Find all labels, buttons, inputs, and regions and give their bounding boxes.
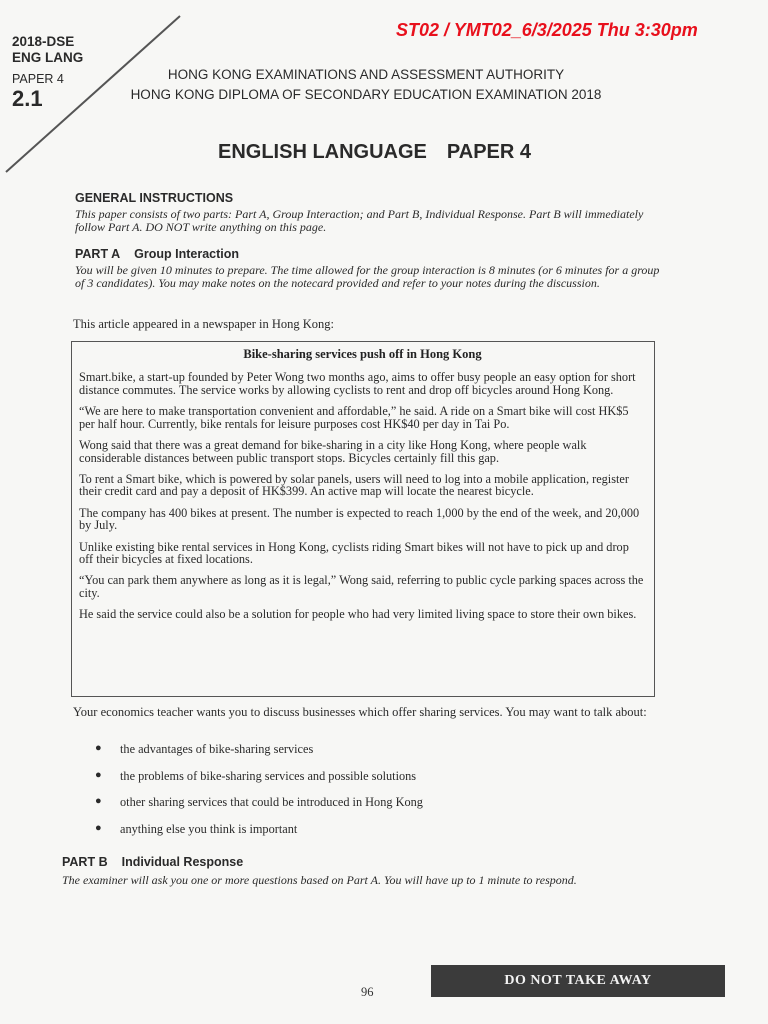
part-a-heading: [75, 247, 239, 261]
article-paragraph: Smart.bike, a start-up founded by Peter Wong two months ago, aims to offer busy people an easy option for short distance commutes. The service works by allowing cyclists to rent and drop off bicycles around Hong Kong.: [79, 370, 636, 397]
part-a-title: Group Interaction: [134, 247, 240, 261]
page-number: 96: [361, 985, 374, 999]
bullet-icon: ●: [95, 742, 102, 754]
paper-code: PAPER 4: [12, 72, 64, 86]
list-item: ● other sharing services that could be introduced in Hong Kong: [95, 795, 423, 809]
article-paragraph: He said the service could also be a solution for people who had very limited living space to store their own bikes.: [79, 607, 637, 622]
article-paragraph: “We are here to make transportation convenient and affordable,” he said. A ride on a Smart bike will cost HK$5 per half hour. Currently, bike rentals for leisure purposes cost HK$40 per day in Tai Po.: [79, 403, 629, 431]
article-paragraph: To rent a Smart bike, which is powered by solar panels, users will need to log into a mobile application, register their credit card and pay a deposit of HK$399. An active map will locate the nearest bicycle.: [79, 471, 629, 499]
authority-line-2: HONG KONG DIPLOMA OF SECONDARY EDUCATION EXAMINATION 2018: [130, 87, 602, 102]
bullet-icon: ●: [95, 795, 102, 807]
article-intro: This article appeared in a newspaper in Hong Kong:: [73, 317, 335, 331]
general-instructions-text: This paper consists of two parts: Part A, Group Interaction; and Part B, Individual Response. Part B will immediately follow Part A. DO NOT write anything on this page.: [75, 207, 644, 234]
exam-year: 2018-DSE: [12, 34, 75, 49]
part-a-instructions: You will be given 10 minutes to prepare. The time allowed for the group interaction is 8 minutes (or 6 minutes for a group of 3 candidates). You may make notes on the notecard provided and refer to your notes during the discussion.: [75, 263, 660, 290]
general-instructions-heading: GENERAL INSTRUCTIONS: [75, 191, 234, 205]
discussion-task: Your economics teacher wants you to discuss businesses which offer sharing services. You may want to talk about:: [73, 705, 647, 719]
part-a-label: PART A: [75, 247, 121, 261]
bullet-icon: ●: [95, 821, 102, 834]
do-not-take-away-banner: DO NOT TAKE AWAY: [431, 965, 725, 997]
title-paper: PAPER 4: [446, 141, 532, 163]
part-b-title: Individual Response: [121, 855, 244, 869]
list-item: ● the advantages of bike-sharing services: [95, 742, 314, 756]
part-b-label: PART B: [62, 855, 108, 869]
session-stamp: ST02 / YMT02_6/3/2025 Thu 3:30pm: [396, 20, 698, 40]
article-paragraph: The company has 400 bikes at present. The number is expected to reach 1,000 by the end of the week, and 20,000 by July.: [79, 505, 640, 533]
bullet-icon: ●: [95, 768, 102, 781]
part-b-heading: [62, 855, 243, 869]
part-b-instructions: The examiner will ask you one or more questions based on Part A. You will have up to 1 minute to respond.: [62, 873, 577, 887]
article-paragraph: Unlike existing bike rental services in Hong Kong, cyclists riding Smart bikes will not have to pick up and drop off their bicycles at fixed locations.: [79, 539, 629, 567]
article-box: [71, 341, 655, 697]
page-title: [218, 141, 531, 164]
paper-version: 2.1: [12, 86, 43, 111]
title-subject: ENGLISH LANGUAGE: [218, 141, 427, 163]
subject-code: ENG LANG: [12, 50, 84, 65]
article-title: Bike-sharing services push off in Hong Kong: [243, 347, 482, 361]
article-paragraph: Wong said that there was a great demand for bike-sharing in a city like Hong Kong, where people walk considerable distances between public transport stops. Bicycles certainly fill this gap.: [79, 437, 587, 465]
authority-line-1: HONG KONG EXAMINATIONS AND ASSESSMENT AUTHORITY: [167, 67, 565, 82]
discussion-points: [95, 742, 423, 848]
list-item: ● the problems of bike-sharing services and possible solutions: [95, 768, 417, 783]
list-item: ● anything else you think is important: [95, 821, 298, 836]
article-paragraph: “You can park them anywhere as long as it is legal,” Wong said, referring to public cycle parking spaces across the city.: [79, 573, 644, 601]
